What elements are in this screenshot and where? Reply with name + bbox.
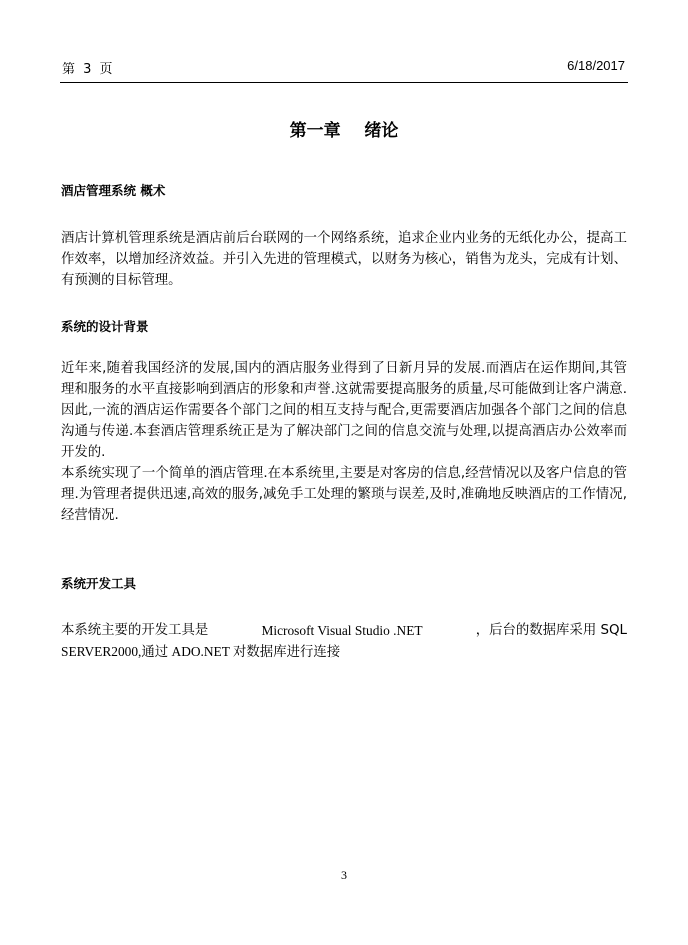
- footer-page-number: 3: [341, 868, 347, 882]
- section-heading-background: 系统的设计背景: [61, 319, 149, 334]
- tools-text-intro: 本系统主要的开发工具是: [61, 623, 209, 638]
- header-page-label: 第 3 页: [62, 62, 113, 77]
- section-heading-tools: 系统开发工具: [61, 576, 137, 591]
- paragraph-background-2: 本系统实现了一个简单的酒店管理.在本系统里,主要是对客房的信息,经营情况以及客户信息的管理.为管理者提供迅速,高效的服务,减免手工处理的繁琐与误差,及时,准确地反映酒店的工作情况,经营情况.: [61, 466, 627, 523]
- chapter-title: 第一章 绪论: [289, 121, 399, 141]
- tools-text-ide: Microsoft Visual Studio .NET: [261, 623, 423, 638]
- section-heading-overview: 酒店管理系统 概术: [61, 183, 166, 198]
- tools-text-connection: SERVER2000,通过 ADO.NET 对数据库进行连接: [61, 644, 341, 659]
- header-date: 6/18/2017: [567, 58, 625, 73]
- paragraph-overview: 酒店计算机管理系统是酒店前后台联网的一个网络系统，追求企业内业务的无纸化办公，提高工作效率，以增加经济效益。并引入先进的管理模式，以财务为核心，销售为龙头，完成有计划、有预测的目标管理。: [61, 231, 627, 288]
- header-rule: [60, 82, 628, 83]
- paragraph-tools: [61, 620, 627, 662]
- tools-text-database: ，后台的数据库采用 SQL: [475, 623, 627, 638]
- paragraph-background-1: 近年来,随着我国经济的发展,国内的酒店服务业得到了日新月异的发展.而酒店在运作期间,其管理和服务的水平直接影响到酒店的形象和声誉.这就需要提高服务的质量,尽可能做到让客户满意. 因此,一流的酒店运作需要各个部门之间的相互支持与配合,更需要酒店加强各个部门之间的信息沟通与传递.本套酒店管理系统正是为了解决部门之间的信息交流与处理,以提高酒店办公效率而开发的.: [61, 361, 627, 460]
